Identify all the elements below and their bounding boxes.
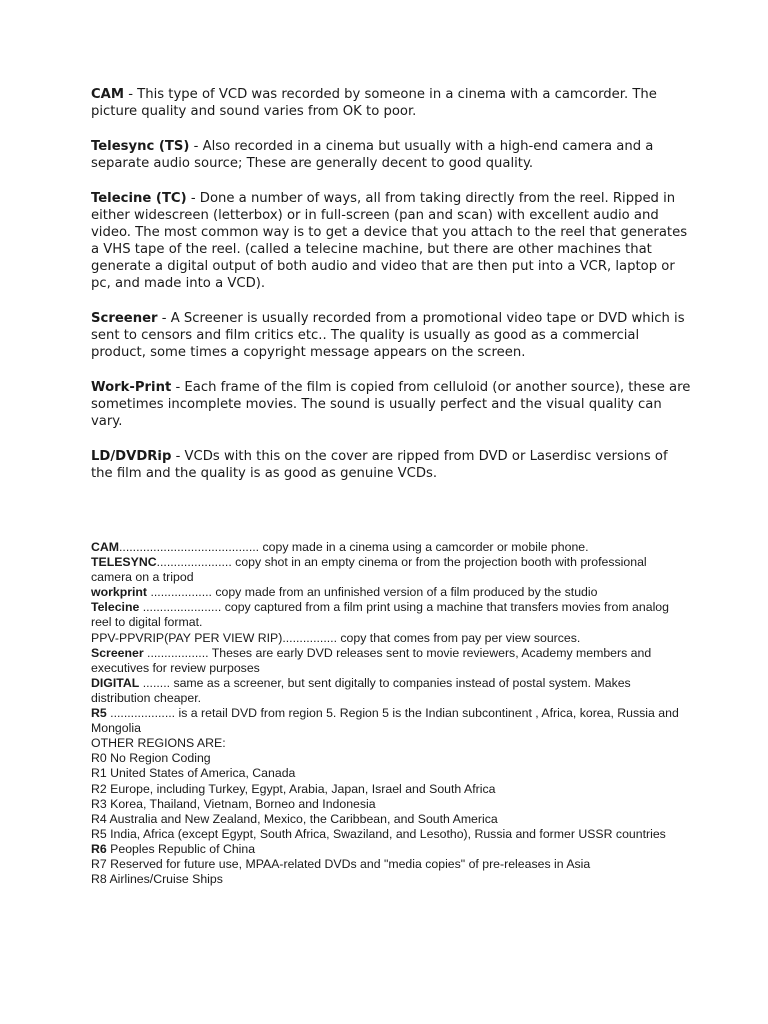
glossary-text: PPV-PPVRIP(PAY PER VIEW RIP)................ copy that comes from pay per view sources. — [91, 630, 581, 645]
glossary-line — [91, 646, 691, 676]
glossary-text: Peoples Republic of China — [106, 841, 256, 856]
definition-term: Work-Print — [91, 380, 172, 395]
glossary-line — [91, 812, 691, 827]
definition-term: Screener — [91, 311, 158, 326]
glossary-text: ...................... copy shot in an empty cinema or from the projection booth with professional camera on a tripod — [91, 555, 647, 585]
definition-term: Telecine (TC) — [91, 191, 187, 206]
definition-paragraph — [91, 310, 691, 361]
glossary-line — [91, 797, 691, 812]
glossary-text: R2 Europe, including Turkey, Egypt, Arabia, Japan, Israel and South Africa — [91, 781, 496, 796]
glossary-line — [91, 600, 691, 630]
definitions-section — [91, 86, 691, 500]
glossary-line — [91, 706, 691, 736]
definition-text: - Also recorded in a cinema but usually with a high-end camera and a separate audio source; These are generally decent to good quality. — [91, 139, 654, 171]
glossary-line — [91, 842, 691, 857]
glossary-line — [91, 857, 691, 872]
glossary-term: R6 — [91, 841, 107, 856]
definition-text: - A Screener is usually recorded from a promotional video tape or DVD which is sent to censors and film critics etc.. The quality is usually as good as a commercial product, some times a copyright message appears on the screen. — [91, 311, 685, 360]
glossary-text: ........ same as a screener, but sent digitally to companies instead of postal system. Makes distribution cheaper. — [91, 675, 631, 705]
glossary-text: R8 Airlines/Cruise Ships — [91, 872, 223, 887]
definition-paragraph — [91, 138, 691, 172]
definition-paragraph — [91, 190, 691, 292]
glossary-text: ....................... copy captured from a film print using a machine that transfers movies from analog reel to digital format. — [91, 600, 669, 630]
glossary-term: Screener — [91, 645, 144, 660]
glossary-line — [91, 585, 691, 600]
definition-paragraph — [91, 86, 691, 120]
glossary-text: R3 Korea, Thailand, Vietnam, Borneo and Indonesia — [91, 796, 376, 811]
glossary-line — [91, 827, 691, 842]
glossary-text: R1 United States of America, Canada — [91, 766, 296, 781]
glossary-line — [91, 676, 691, 706]
definition-term: CAM — [91, 87, 125, 102]
glossary-text: R0 No Region Coding — [91, 751, 211, 766]
glossary-term: DIGITAL — [91, 675, 140, 690]
glossary-text: .................. Theses are early DVD releases sent to movie reviewers, Academy members and executives for review purposes — [91, 645, 652, 675]
glossary-term: R5 — [91, 706, 107, 721]
definition-text: - VCDs with this on the cover are ripped from DVD or Laserdisc versions of the film and the quality is as good as genuine VCDs. — [91, 449, 668, 481]
glossary-term: CAM — [91, 540, 120, 554]
glossary-text: R7 Reserved for future use, MPAA-related DVDs and "media copies" of pre-releases in Asia — [91, 856, 591, 871]
definition-term: Telesync (TS) — [91, 139, 190, 154]
glossary-text: R5 India, Africa (except Egypt, South Africa, Swaziland, and Lesotho), Russia and former USSR countries — [91, 826, 666, 841]
glossary-line — [91, 782, 691, 797]
definition-paragraph — [91, 379, 691, 430]
glossary-text: OTHER REGIONS ARE: — [91, 736, 226, 751]
glossary-line — [91, 751, 691, 766]
definition-text: - Done a number of ways, all from taking directly from the reel. Ripped in either widescreen (letterbox) or in full-screen (pan and scan) with excellent audio and video. The most common way is to get a device that you attach to the reel that generates a VHS tape of the reel. (called a telecine machine, but there are other machines that generate a digital output of both audio and video that are then put into a VCR, laptop or pc, and made into a VCD). — [91, 191, 688, 291]
glossary-term: TELESYNC — [91, 555, 157, 570]
glossary-line — [91, 872, 691, 887]
glossary-text: ......................................... copy made in a cinema using a camcorder or mobile phone. — [119, 540, 589, 554]
glossary-text: ................... is a retail DVD from region 5. Region 5 is the Indian subcontinent , Africa, korea, Russia and Mongolia — [91, 706, 679, 736]
definition-text: - This type of VCD was recorded by someone in a cinema with a camcorder. The picture quality and sound varies from OK to poor. — [91, 87, 657, 119]
definition-paragraph — [91, 448, 691, 482]
glossary-section — [91, 540, 691, 887]
glossary-term: Telecine — [91, 600, 140, 615]
definition-text: - Each frame of the film is copied from celluloid (or another source), these are sometimes incomplete movies. The sound is usually perfect and the visual quality can vary. — [91, 380, 691, 429]
glossary-text: R4 Australia and New Zealand, Mexico, the Caribbean, and South America — [91, 811, 498, 826]
glossary-line — [91, 766, 691, 781]
glossary-line — [91, 736, 691, 751]
glossary-line — [91, 631, 691, 646]
definition-term: LD/DVDRip — [91, 449, 172, 464]
glossary-term: workprint — [91, 585, 148, 600]
glossary-line — [91, 540, 691, 555]
glossary-text: .................. copy made from an unfinished version of a film produced by the studio — [147, 585, 598, 600]
glossary-line — [91, 555, 691, 585]
